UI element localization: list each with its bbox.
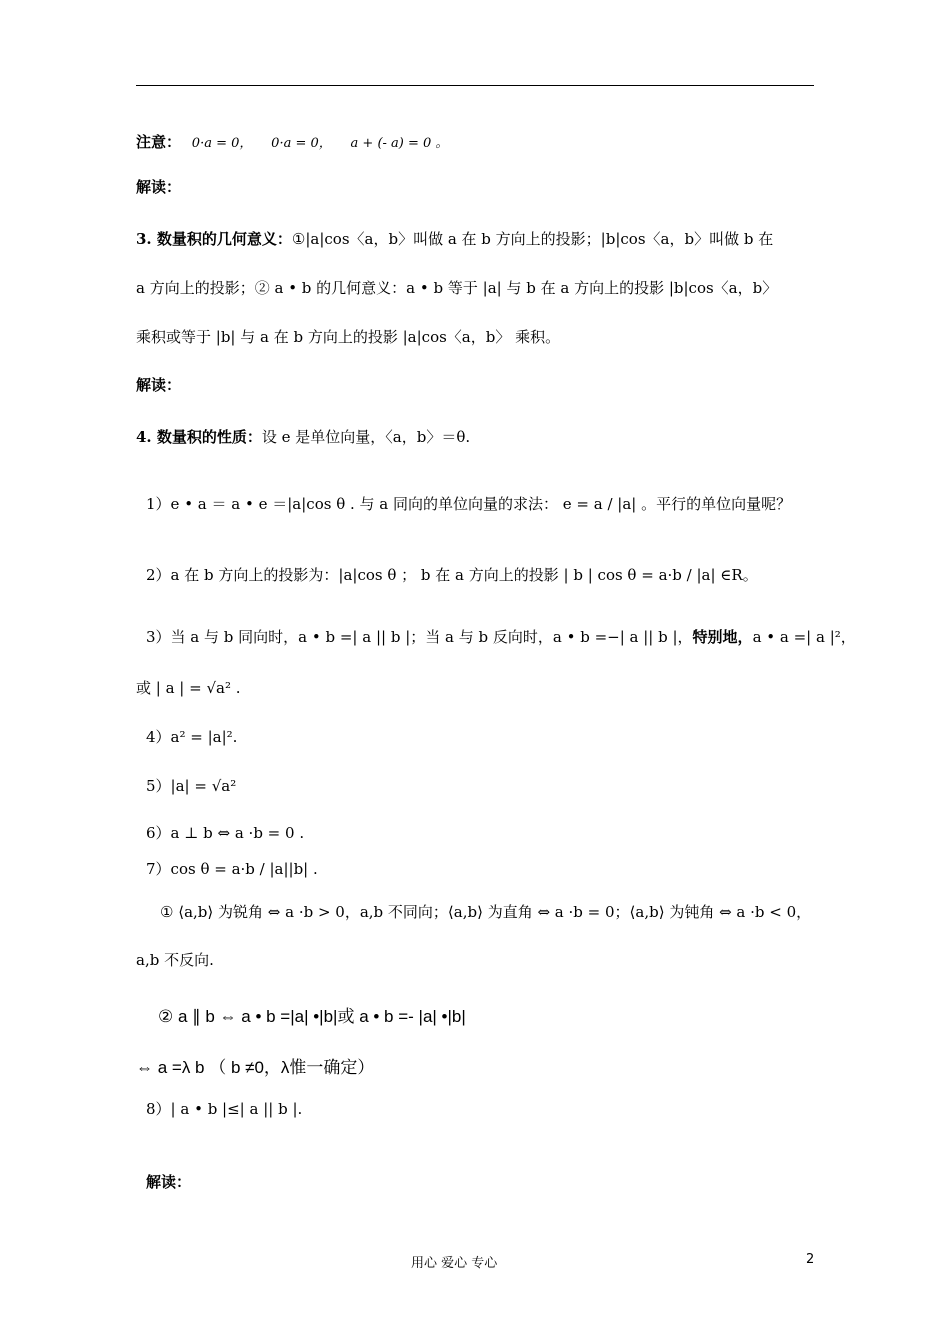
note-formula-3: a + (- a) = 0 。 [350, 136, 449, 151]
jiedu-2: 解读： [136, 376, 182, 394]
prop-7: 7）cos θ = a·b / |a||b| . [146, 860, 318, 878]
prop-2: 2）a 在 b 方向上的投影为：|a|cos θ ； b 在 a 方向上的投影 | b | cos θ = a·b / |a| ∈R。 [146, 566, 758, 584]
angle-conditions-cont: a,b 不反向. [136, 951, 214, 969]
prop-6: 6）a ⊥ b ⇔ a ·b = 0 . [146, 824, 305, 842]
note-formula-1: 0·a = 0， [191, 136, 253, 151]
parallel-condition: ② a ∥ b ⇔ a • b =|a| •|b|或 a • b =- |a| •|b| [158, 1007, 466, 1026]
sec4-label: 4. 数量积的性质： [136, 428, 262, 446]
sec3-line-2: a 方向上的投影；② a • b 的几何意义：a • b 等于 |a| 与 b 在 a 方向上的投影 |b|cos〈a，b〉 [136, 279, 778, 297]
prop-8: 8）| a • b |≤| a || b |. [146, 1100, 303, 1118]
prop-3-special-formula: a • a =| a |²， [752, 628, 856, 646]
prop-4: 4）a² = |a|². [146, 728, 238, 746]
note-label: 注意： [136, 133, 182, 151]
header-rule [136, 85, 814, 86]
sec3-line-3: 乘积或等于 |b| 与 a 在 b 方向上的投影 |a|cos〈a，b〉 乘积。 [136, 328, 561, 346]
jiedu-1: 解读： [136, 178, 182, 196]
sec4-line [136, 430, 470, 445]
prop-3 [146, 630, 856, 645]
sec3-label: 3. 数量积的几何意义： [136, 230, 292, 248]
note-formula-2: 0·a = 0， [271, 136, 332, 151]
jiedu-3: 解读： [146, 1173, 192, 1191]
sec4-text: 设 e 是单位向量，〈a，b〉＝θ. [261, 428, 471, 446]
prop-3-special: 特别地， [692, 628, 753, 646]
sec3-text-1: ①|a|cos〈a，b〉叫做 a 在 b 方向上的投影；|b|cos〈a，b〉叫做 b 在 [291, 230, 774, 248]
note-line [136, 135, 448, 150]
footer-motto: 用心 爱心 专心 [411, 1256, 498, 1271]
prop-3-or: 或 | a | = √a² . [136, 679, 241, 697]
prop-3-text: 3）当 a 与 b 同向时，a • b =| a || b |；当 a 与 b 反向时，a • b =−| a || b |， [146, 628, 693, 646]
parallel-equivalence: ⇔ a =λ b （ b ≠0，λ惟一确定） [136, 1058, 375, 1077]
prop-1: 1）e • a ＝ a • e ＝|a|cos θ . 与 a 同向的单位向量的求法： e = a / |a| 。平行的单位向量呢？ [146, 495, 792, 513]
prop-5: 5）|a| = √a² [146, 777, 237, 795]
angle-conditions: ① ⟨a,b⟩ 为锐角 ⇔ a ·b > 0，a,b 不同向；⟨a,b⟩ 为直角 ⇔ a ·b = 0；⟨a,b⟩ 为钝角 ⇔ a ·b < 0， [160, 903, 812, 921]
sec3-line-1 [136, 232, 773, 247]
page-number: 2 [806, 1252, 815, 1267]
